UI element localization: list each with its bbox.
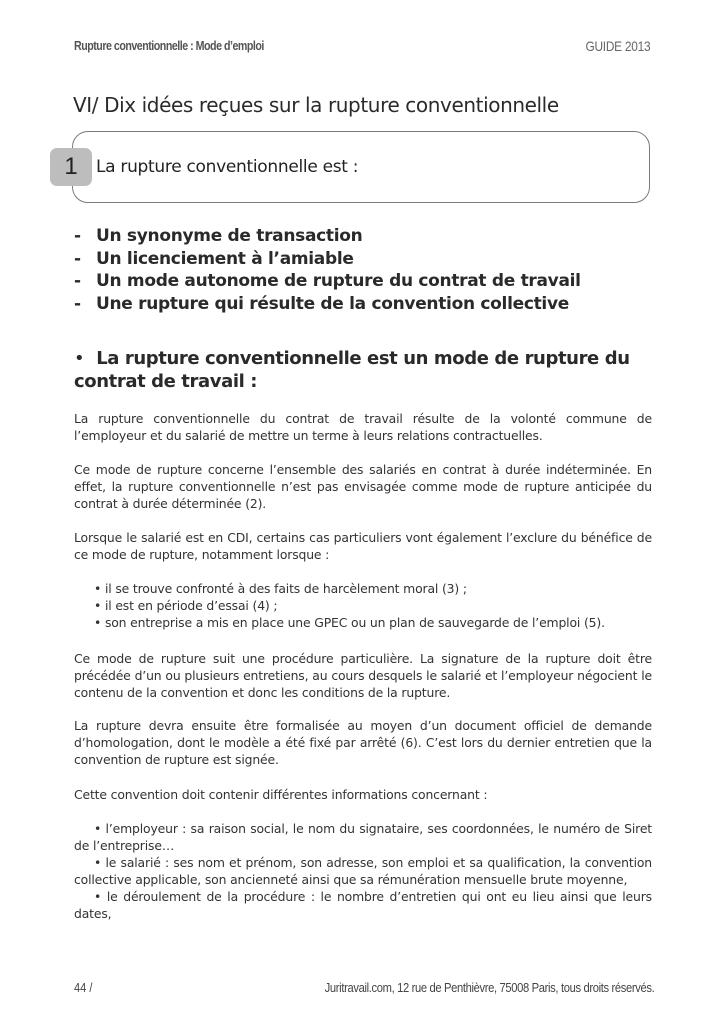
convention-items xyxy=(74,820,652,922)
answer-option xyxy=(74,270,581,293)
dash-marker: - xyxy=(74,226,81,246)
page-number: 44 / xyxy=(74,980,93,995)
convention-item-procedure: • le déroulement de la procédure : le nombre d’entretien qui ont eu lieu ainsi que leurs dates, xyxy=(74,889,652,921)
answer-option xyxy=(74,293,581,316)
section-title: VI/ Dix idées reçues sur la rupture conventionnelle xyxy=(73,93,559,117)
paragraph-scope: Ce mode de rupture concerne l’ensemble des salariés en contrat à durée indéterminée. En effet, la rupture conventionnelle n’est pas envisagée comme mode de rupture anticipée du contrat à durée déterminée (2). xyxy=(74,462,652,511)
running-header xyxy=(74,38,650,58)
paragraph-convention-contents: Cette convention doit contenir différentes informations concernant : xyxy=(74,787,488,802)
convention-item-employee: • le salarié : ses nom et prénom, son adresse, son emploi et sa qualification, la convention collective applicable, son ancienneté ainsi que sa rémunération mensuelle brute moyenne, xyxy=(74,855,652,887)
footer-copyright: Juritravail.com, 12 rue de Penthièvre, 75008 Paris, tous droits réservés. xyxy=(324,980,654,995)
paragraph-exclusions-intro: Lorsque le salarié est en CDI, certains cas particuliers vont également l’exclure du bénéfice de ce mode de rupture, notamment lorsque : xyxy=(74,530,652,562)
answer-option-text: Une rupture qui résulte de la convention collective xyxy=(96,293,569,314)
question-number-badge: 1 xyxy=(50,148,92,186)
dash-marker: - xyxy=(74,248,81,269)
exclusion-item: • son entreprise a mis en place une GPEC ou un plan de sauvegarde de l’emploi (5). xyxy=(94,615,605,630)
answer-option xyxy=(74,225,581,248)
running-footer xyxy=(74,980,654,998)
exclusion-item: • il se trouve confronté à des faits de harcèlement moral (3) ; xyxy=(94,581,467,596)
paragraph-definition: La rupture conventionnelle du contrat de travail résulte de la volonté commune de l’employeur et du salarié de mettre un terme à leurs relations contractuelles. xyxy=(74,411,652,443)
answer-heading xyxy=(74,347,652,393)
question-text: La rupture conventionnelle est : xyxy=(96,157,359,177)
exclusions-list xyxy=(94,580,654,631)
dash-marker: - xyxy=(74,271,81,291)
header-guide-year: GUIDE 2013 xyxy=(585,38,650,54)
paragraph-homologation: La rupture devra ensuite être formalisée au moyen d’un document officiel de demande d’homologation, dont le modèle a été fixé par arrêté (6). C’est lors du dernier entretien que la convention de rupture est signée. xyxy=(74,718,652,767)
dash-marker: - xyxy=(74,293,81,314)
answer-option-text: Un licenciement à l’amiable xyxy=(96,248,354,269)
header-guide-title: Rupture conventionnelle : Mode d’emploi xyxy=(74,38,264,53)
answer-option-text: Un synonyme de transaction xyxy=(96,226,363,246)
answer-options-list xyxy=(74,225,581,315)
answer-option xyxy=(74,248,581,271)
bullet-icon: • xyxy=(74,348,85,369)
answer-heading-text: La rupture conventionnelle est un mode de rupture du contrat de travail : xyxy=(74,348,630,392)
paragraph-procedure: Ce mode de rupture suit une procédure particulière. La signature de la rupture doit être précédée d’un ou plusieurs entretiens, au cours desquels le salarié et l’employeur négocient le contenu de la convention et donc les conditions de la rupture. xyxy=(74,651,652,700)
convention-item-employer: • l’employeur : sa raison social, le nom du signataire, ses coordonnées, le numéro de Siret de l’entreprise… xyxy=(74,821,652,853)
answer-option-text: Un mode autonome de rupture du contrat de travail xyxy=(96,271,581,291)
exclusion-item: • il est en période d’essai (4) ; xyxy=(94,598,278,613)
